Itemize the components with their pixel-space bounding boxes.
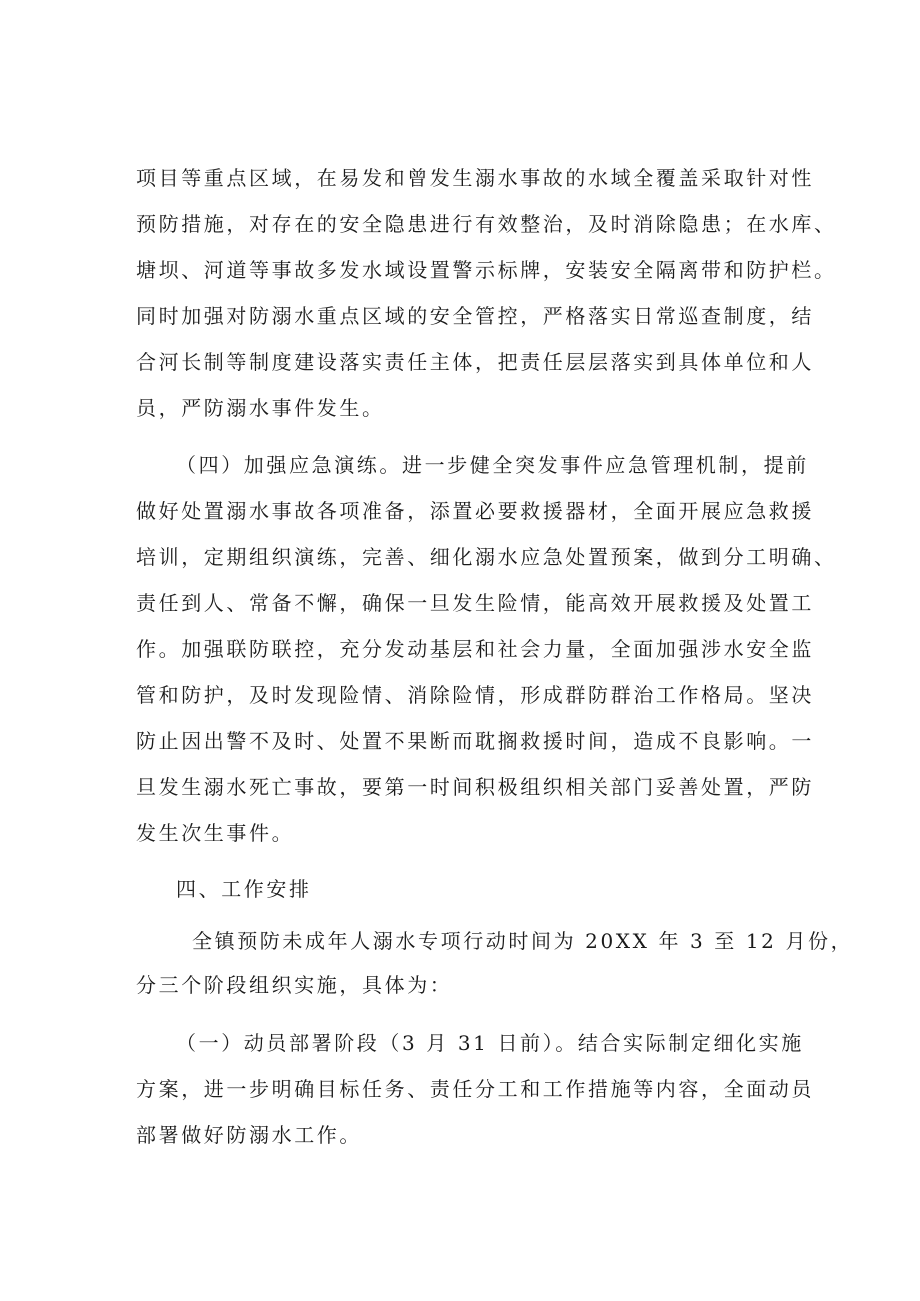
paragraph-1-line-2: 预防措施，对存在的安全隐患进行有效整治，及时消除隐患；在水库、 bbox=[136, 212, 837, 236]
paragraph-2-line-3: 培训，定期组织演练，完善、细化溺水应急处置预案，做到分工明确、 bbox=[136, 545, 837, 569]
paragraph-2-line-9: 发生次生事件。 bbox=[136, 821, 295, 845]
paragraph-2-line-1: （四）加强应急演练。进一步健全突发事件应急管理机制，提前 bbox=[176, 453, 809, 477]
paragraph-4-line-1: （一）动员部署阶段（3 月 31 日前）。结合实际制定细化实施 bbox=[176, 1031, 804, 1055]
paragraph-1-line-1: 项目等重点区域，在易发和曾发生溺水事故的水域全覆盖采取针对性 bbox=[136, 166, 814, 190]
paragraph-2-line-6: 管和防护，及时发现险情、消除险情，形成群防群治工作格局。坚决 bbox=[136, 683, 814, 707]
paragraph-1-line-5: 合河长制等制度建设落实责任主体，把责任层层落实到具体单位和人 bbox=[136, 350, 814, 374]
paragraph-1-line-3: 塘坝、河道等事故多发水域设置警示标牌，安装安全隔离带和防护栏。 bbox=[136, 258, 837, 282]
paragraph-2-line-2: 做好处置溺水事故各项准备，添置必要救援器材，全面开展应急救援 bbox=[136, 499, 814, 523]
paragraph-3-line-2: 分三个阶段组织实施，具体为： bbox=[136, 973, 453, 997]
section-heading: 四、工作安排 bbox=[176, 877, 312, 901]
paragraph-1-line-4: 同时加强对防溺水重点区域的安全管控，严格落实日常巡查制度，结 bbox=[136, 304, 814, 328]
paragraph-2-line-8: 旦发生溺水死亡事故，要第一时间积极组织相关部门妥善处置，严防 bbox=[136, 775, 814, 799]
paragraph-4-line-3: 部署做好防溺水工作。 bbox=[136, 1123, 362, 1147]
paragraph-3-line-1: 全镇预防未成年人溺水专项行动时间为 20XX 年 3 至 12 月份， bbox=[192, 929, 854, 953]
paragraph-2-line-4: 责任到人、常备不懈，确保一旦发生险情，能高效开展救援及处置工 bbox=[136, 591, 814, 615]
paragraph-4-line-2: 方案，进一步明确目标任务、责任分工和工作措施等内容，全面动员 bbox=[136, 1077, 814, 1101]
paragraph-1-line-6: 员，严防溺水事件发生。 bbox=[136, 396, 385, 420]
paragraph-2-line-5: 作。加强联防联控，充分发动基层和社会力量，全面加强涉水安全监 bbox=[136, 637, 814, 661]
paragraph-2-line-7: 防止因出警不及时、处置不果断而耽搁救援时间，造成不良影响。一 bbox=[136, 729, 814, 753]
